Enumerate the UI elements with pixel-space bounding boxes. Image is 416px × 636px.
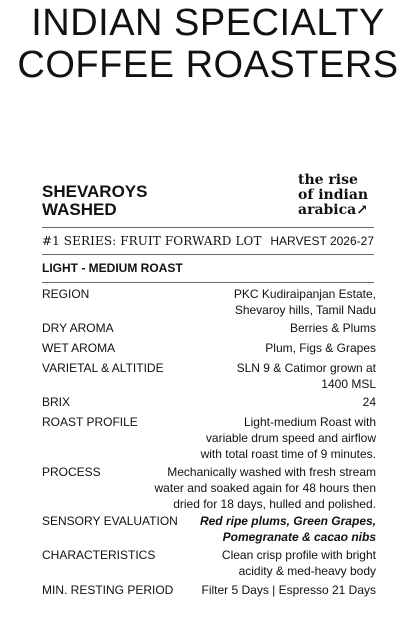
divider-middle <box>42 254 374 255</box>
detail-value <box>237 360 376 392</box>
detail-value-line: water and soaked again for 48 hours then <box>154 481 376 495</box>
detail-value <box>222 547 376 579</box>
detail-value-line: Pomegranate & cacao nibs <box>222 530 376 544</box>
detail-value <box>201 582 376 598</box>
roast-level: LIGHT - MEDIUM ROAST <box>42 261 183 275</box>
detail-value-line: 24 <box>362 395 376 409</box>
detail-value <box>201 414 376 462</box>
detail-value-line: 1400 MSL <box>321 377 376 391</box>
detail-value-line: with total roast time of 9 minutes. <box>200 447 376 461</box>
detail-label: SENSORY EVALUATION <box>42 514 178 528</box>
detail-label: REGION <box>42 287 90 301</box>
detail-label: MIN. RESTING PERIOD <box>42 583 174 597</box>
detail-value-line: acidity & med-heavy body <box>238 564 376 578</box>
detail-value-line: Shevaroy hills, Tamil Nadu <box>234 303 376 317</box>
series-label: #1 SERIES: FRUIT FORWARD LOT <box>42 234 262 248</box>
detail-value-line: Filter 5 Days | Espresso 21 Days <box>201 583 376 597</box>
badge-line3 <box>298 203 378 218</box>
detail-label: PROCESS <box>42 465 101 479</box>
badge-line1: the rise <box>298 172 358 188</box>
detail-label: VARIETAL & ALTITIDE <box>42 361 164 375</box>
detail-value-line: Light-medium Roast with <box>243 415 376 429</box>
badge-line3-text: arabica <box>298 202 357 218</box>
detail-value-line: Clean crisp profile with bright <box>221 548 376 562</box>
detail-value <box>234 286 376 318</box>
detail-value <box>363 394 376 410</box>
detail-value <box>265 340 376 356</box>
detail-value-line: PKC Kudiraipanjan Estate, <box>233 287 376 301</box>
detail-label: CHARACTERISTICS <box>42 548 156 562</box>
detail-value-line: dried for 18 days, hulled and polished. <box>173 497 376 511</box>
detail-value-line: Red ripe plums, Green Grapes, <box>199 514 376 528</box>
detail-label: WET AROMA <box>42 341 116 355</box>
badge-line2: of indian <box>298 187 369 203</box>
detail-label: DRY AROMA <box>42 321 114 335</box>
rise-of-indian-arabica-logo <box>298 173 378 218</box>
brand-title <box>0 2 416 86</box>
harvest-label: HARVEST 2026-27 <box>270 234 374 248</box>
divider-top <box>42 227 374 228</box>
divider-bottom <box>42 282 374 283</box>
product-name-line2: WASHED <box>42 200 117 219</box>
detail-value <box>155 464 376 512</box>
detail-value <box>200 513 376 545</box>
brand-title-line2: COFFEE ROASTERS <box>17 44 399 86</box>
arrow-icon: ↗ <box>356 202 368 218</box>
product-name <box>42 183 148 219</box>
detail-value-line: SLN 9 & Catimor grown at <box>236 361 376 375</box>
brand-title-line1: INDIAN SPECIALTY <box>31 2 385 44</box>
product-name-line1: SHEVAROYS <box>42 182 148 201</box>
detail-value <box>290 320 376 336</box>
detail-value-line: Plum, Figs & Grapes <box>265 341 376 355</box>
detail-value-line: variable drum speed and airflow <box>205 431 376 445</box>
detail-value-line: Mechanically washed with fresh stream <box>167 465 376 479</box>
detail-label: BRIX <box>42 395 71 409</box>
detail-value-line: Berries & Plums <box>289 321 376 335</box>
detail-label: ROAST PROFILE <box>42 415 138 429</box>
